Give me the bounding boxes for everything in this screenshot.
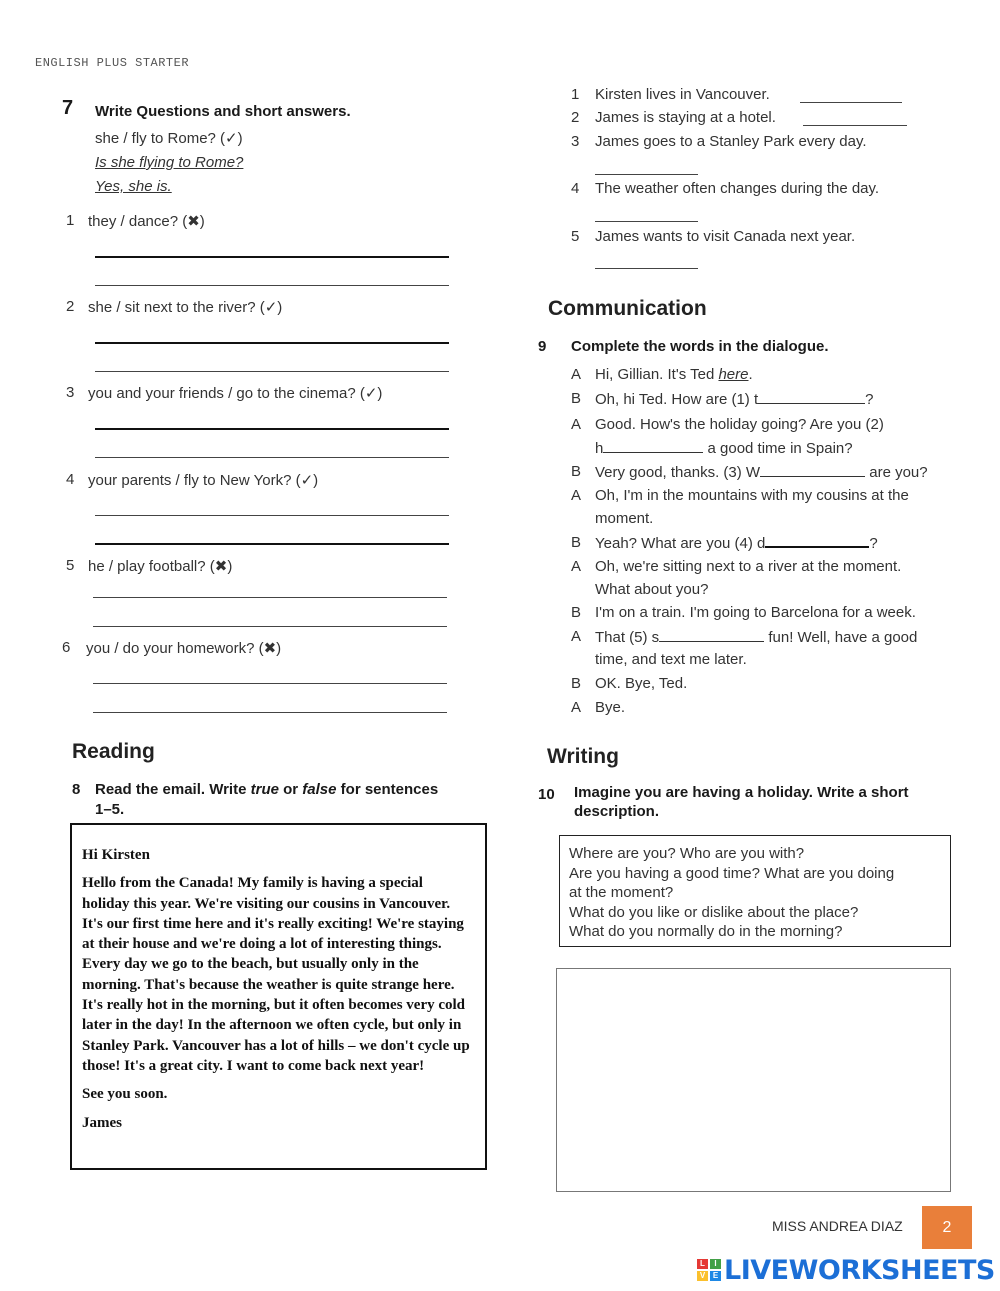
writing-prompt: Are you having a good time? What are you doing [569, 864, 895, 882]
question-prompt: he / play football? (✖) [88, 558, 233, 575]
dialogue-line: h a good time in Spain? [595, 440, 853, 457]
item-number: 5 [66, 557, 75, 574]
gap-2-input[interactable] [603, 439, 703, 453]
dialogue-line: Yeah? What are you (4) d ? [595, 535, 878, 552]
speaker-label: A [571, 487, 582, 504]
example-question: Is she flying to Rome? [95, 154, 244, 171]
logo-block: E [710, 1271, 721, 1281]
dialogue-line: Very good, thanks. (3) W are you? [595, 464, 928, 481]
speaker-label: A [571, 628, 582, 645]
tf-sentence: James is staying at a hotel. [595, 109, 776, 126]
dialogue-line: Oh, we're sitting next to a river at the moment. [595, 558, 902, 575]
dialogue-line: Hi, Gillian. It's Ted here. [595, 366, 753, 383]
email-greeting: Hi Kirsten [82, 847, 150, 863]
exercise-9-number: 9 [538, 338, 547, 355]
speaker-label: A [571, 558, 582, 575]
exercise-7-title: Write Questions and short answers. [95, 103, 351, 120]
tf-sentence: The weather often changes during the day. [595, 180, 880, 197]
item-number: 4 [66, 471, 75, 488]
page-header: ENGLISH PLUS STARTER [35, 56, 190, 70]
speaker-label: B [571, 604, 582, 621]
answer-line[interactable] [93, 683, 447, 684]
writing-prompts-box [559, 835, 951, 947]
item-number: 1 [66, 212, 75, 229]
answer-line[interactable] [95, 371, 449, 372]
writing-prompt: What do you normally do in the morning? [569, 923, 843, 940]
tf-number: 3 [571, 133, 580, 150]
tf-answer-line[interactable] [595, 221, 698, 222]
logo-icon [697, 1259, 721, 1281]
logo-block: V [697, 1271, 708, 1281]
tf-number: 5 [571, 228, 580, 245]
exercise-8-number: 8 [72, 781, 81, 798]
dialogue-line: I'm on a train. I'm going to Barcelona for a week. [595, 604, 916, 621]
tf-number: 4 [571, 180, 580, 197]
exercise-8-title-cont: 1–5. [95, 801, 125, 818]
dialogue-line: Bye. [595, 699, 626, 716]
logo-block: L [697, 1259, 708, 1269]
writing-prompt: Where are you? Who are you with? [569, 845, 805, 862]
exercise-10-title-cont: description. [574, 803, 660, 820]
tf-sentence: James goes to a Stanley Park every day. [595, 133, 867, 150]
exercise-7-number: 7 [62, 97, 74, 119]
answer-line[interactable] [93, 626, 447, 627]
speaker-label: B [571, 534, 582, 551]
liveworksheets-logo [697, 1254, 995, 1286]
gap-1-input[interactable] [758, 390, 865, 404]
writing-heading: Writing [547, 745, 619, 768]
answer-line[interactable] [95, 543, 449, 545]
example-answer: Yes, she is. [95, 178, 172, 195]
speaker-label: B [571, 463, 582, 480]
email-signoff: See you soon. [82, 1086, 168, 1103]
tf-sentence: James wants to visit Canada next year. [595, 228, 856, 245]
dialogue-line: time, and text me later. [595, 651, 747, 668]
tf-sentence: Kirsten lives in Vancouver. [595, 86, 770, 103]
writing-prompt: at the moment? [569, 884, 674, 901]
dialogue-line: OK. Bye, Ted. [595, 675, 688, 692]
logo-block: I [710, 1259, 721, 1269]
question-prompt: she / sit next to the river? (✓) [88, 299, 283, 316]
reading-heading: Reading [72, 740, 155, 763]
exercise-10-number: 10 [538, 786, 555, 803]
answer-line[interactable] [95, 428, 449, 430]
answer-line[interactable] [93, 597, 447, 598]
dialogue-line: moment. [595, 510, 654, 527]
item-number: 6 [62, 639, 71, 656]
answer-line[interactable] [95, 256, 449, 258]
dialogue-line: Oh, hi Ted. How are (1) t ? [595, 391, 874, 408]
dialogue-line: Good. How's the holiday going? Are you (2) [595, 416, 884, 433]
exercise-9-title: Complete the words in the dialogue. [571, 338, 829, 355]
communication-heading: Communication [548, 297, 707, 320]
email-text-box [70, 823, 487, 1170]
gap-3-input[interactable] [760, 463, 865, 477]
tf-answer-line[interactable] [595, 174, 698, 175]
email-body: Hello from the Canada! My family is having a special holiday this year. We're visiting our cousins in Vancouver. It's our first time here and it's really exciting! We're staying at their house and we're doing a lot of interesting things. Every day we go to the beach, but usually only in the morning. That's because the weather is quite strange here. It's really hot in the morning, but it often becomes very cold later in the day! In the afternoon we often cycle, but only in Stanley Park. Vancouver has a lot of hills – we don't cycle up those! It's a great city. I want to come back next year! [82, 875, 470, 1074]
question-prompt: they / dance? (✖) [88, 213, 205, 230]
tf-answer-line[interactable] [803, 125, 907, 126]
tf-answer-line[interactable] [800, 102, 902, 103]
speaker-label: A [571, 416, 582, 433]
speaker-label: B [571, 390, 582, 407]
item-number: 3 [66, 384, 75, 401]
exercise-10-title: Imagine you are having a holiday. Write a short [574, 784, 909, 801]
page-number: 2 [922, 1206, 972, 1249]
speaker-label: A [571, 699, 582, 716]
speaker-label: A [571, 366, 582, 383]
dialogue-line: That (5) s fun! Well, have a good [595, 629, 918, 646]
tf-number: 1 [571, 86, 580, 103]
writing-answer-box[interactable] [556, 968, 951, 1192]
dialogue-line: Oh, I'm in the mountains with my cousins at the [595, 487, 909, 504]
answer-line[interactable] [95, 285, 449, 286]
gap-4-input[interactable] [765, 534, 869, 548]
tf-answer-line[interactable] [595, 268, 698, 269]
answer-line[interactable] [95, 457, 449, 458]
answer-line[interactable] [95, 342, 449, 344]
dialogue-line: What about you? [595, 581, 709, 598]
logo-text: LIVEWORKSHEETS [724, 1254, 995, 1286]
speaker-label: B [571, 675, 582, 692]
item-number: 2 [66, 298, 75, 315]
answer-line[interactable] [95, 515, 449, 516]
question-prompt: your parents / fly to New York? (✓) [88, 472, 319, 489]
email-signature: James [82, 1114, 122, 1131]
question-prompt: you / do your homework? (✖) [86, 640, 282, 657]
exercise-8-title: Read the email. Write true or false for sentences [95, 781, 439, 798]
question-prompt: you and your friends / go to the cinema? (✓) [88, 385, 383, 402]
tf-number: 2 [571, 109, 580, 126]
answer-line[interactable] [93, 712, 447, 713]
gap-5-input[interactable] [659, 628, 764, 642]
writing-prompt: What do you like or dislike about the place? [569, 903, 859, 921]
teacher-name: MISS ANDREA DIAZ [772, 1218, 903, 1234]
example-prompt: she / fly to Rome? (✓) [95, 130, 243, 147]
